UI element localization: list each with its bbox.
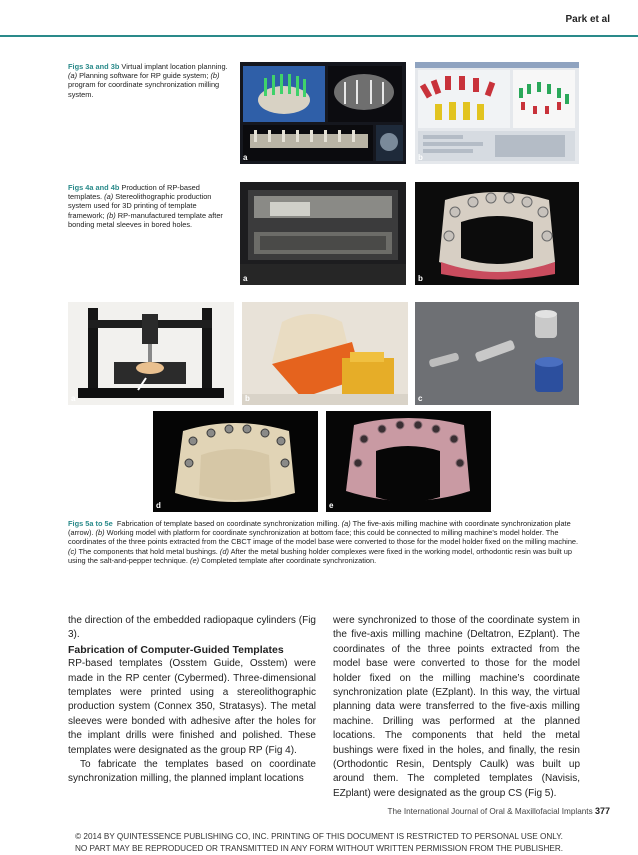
figure3-caption [68,62,233,99]
figure5-e-tag: (e) [190,555,200,565]
figure4-label: Figs 4a and 4b [68,183,120,192]
footer-journal [387,806,610,816]
body-left-paragraph-3: To fabricate the templates based on coordinate synchronization milling, the planned implant locations [68,759,316,785]
body-left-column [68,614,316,787]
copyright-notice [0,831,638,855]
figure5a-panel-letter: a [71,394,76,403]
figure4-part-b-tag: (b) [106,210,116,220]
figure5-b-tag: (b) [95,528,105,538]
figure3-caption-intro: Virtual implant location planning. [121,62,228,71]
figure3b-panel-letter: b [418,153,423,162]
figure5-a: The five-axis milling machine with coordinate synchronization plate (arrow). [68,519,571,538]
figure5d-resin-buildup-image [153,411,318,512]
figure5-caption [68,519,580,565]
figure4-caption [68,183,233,229]
figure5-b: Working model with platform for coordinate synchronization at bottom face; this could be connected to milling machine’s model holder. The coordinates of the three points extracted from the CBCT image of the model base were converted to those for the model holder fixed on the milling machine. [68,528,579,547]
figure3a-planning-software-image [240,62,406,164]
section-heading: Fabrication of Computer-Guided Templates [68,643,284,656]
journal-name: The International Journal of Oral & Maxillofacial Implants [387,807,593,816]
figure5b-working-model-image [242,302,408,405]
figure4a-printer-image [240,182,406,285]
figure3-part-a: Planning software for RP guide system; [79,71,209,81]
copyright-line-1: © 2014 BY QUINTESSENCE PUBLISHING CO, INC. PRINTING OF THIS DOCUMENT IS RESTRICTED TO PERSONAL USE ONLY. [75,832,563,841]
body-left-paragraph-1: the direction of the embedded radiopaque cylinders (Fig 3). [68,615,316,641]
figure5-e: Completed template after coordinate synchronization. [201,555,377,565]
figure4-part-a: Stereolithographic production system used for 3D printing of template framework; [68,192,212,220]
body-right-column [333,614,580,801]
header-rule [0,35,638,37]
figure5-a-tag: (a) [341,519,351,528]
figure4-part-a-tag: (a) [104,192,114,202]
figure5-label: Figs 5a to 5e [68,519,113,528]
figure3b-milling-program-image [415,62,579,164]
figure5e-completed-template-image [326,411,491,512]
page-number: 377 [594,806,610,816]
figure4a-panel-letter: a [243,274,248,283]
figure5c-components-image [415,302,579,405]
figure3a-panel-letter: a [243,153,248,162]
figure3-part-a-tag: (a) [68,71,78,81]
running-header-author: Park et al [565,14,610,25]
figure3-part-b-tag: (b) [210,71,220,81]
figure5-c: The components that hold metal bushings. [78,546,218,556]
figure5-d: After the metal bushing holder complexes were fixed in the working model, orthodontic resin was built up using the salt-and-pepper technique. [68,546,572,565]
copyright-line-2: NO PART MAY BE REPRODUCED OR TRANSMITTED IN ANY FORM WITHOUT WRITTEN PERMISSION FROM THE PUBLISHER. [74,844,564,853]
figure4b-rp-template-image [415,182,579,285]
figure4-part-b: RP-manufactured template after bonding metal sleeves in bored holes. [68,210,223,229]
figure3-label: Figs 3a and 3b [68,62,120,71]
figure3-part-b: program for coordinate synchronization milling system. [68,80,220,99]
body-left-paragraph-2: RP-based templates (Osstem Guide, Osstem) were made in the RP center (Cybermed). Three-dimensional templates were printed using a stereolithographic production system (Connex 350, Stratasys). The metal sleeves were bonded with adhesive after the holes for the implant drills were finished and polished. These templates were designated as the group RP (Fig 4). [68,658,316,756]
figure5-d-tag: (d) [219,546,229,556]
figure5e-panel-letter: e [329,501,334,510]
figure5c-panel-letter: c [418,394,423,403]
figure4b-panel-letter: b [418,274,423,283]
figure5a-milling-machine-image [68,302,234,405]
figure5-c-tag: (c) [68,546,77,556]
figure5d-panel-letter: d [156,501,161,510]
figure4-caption-intro: Production of RP-based templates. [68,183,200,202]
body-right-paragraph-1: were synchronized to those of the coordinate system in the five-axis milling machine (Deltatron, EZplant). The coordinates of the three points extracted from the model base were converted to those for the model holder fixed on the milling machine’s coordinate synchronization plate (EZplant). In this way, the virtual planning data were transferred to the five-axis milling machine. Drilling was performed at the planned locations. The components that held the metal bushings were fixed in the holes, and finally, the resin (Orthodontic Resin, Dentsply Caulk) was built up around them. The completed templates (Navisis, EZplant) were designated as the group CS (Fig 5). [333,615,580,799]
figure5-caption-intro: Fabrication of template based on coordinate synchronization milling. [116,519,340,528]
figure5b-panel-letter: b [245,394,250,403]
